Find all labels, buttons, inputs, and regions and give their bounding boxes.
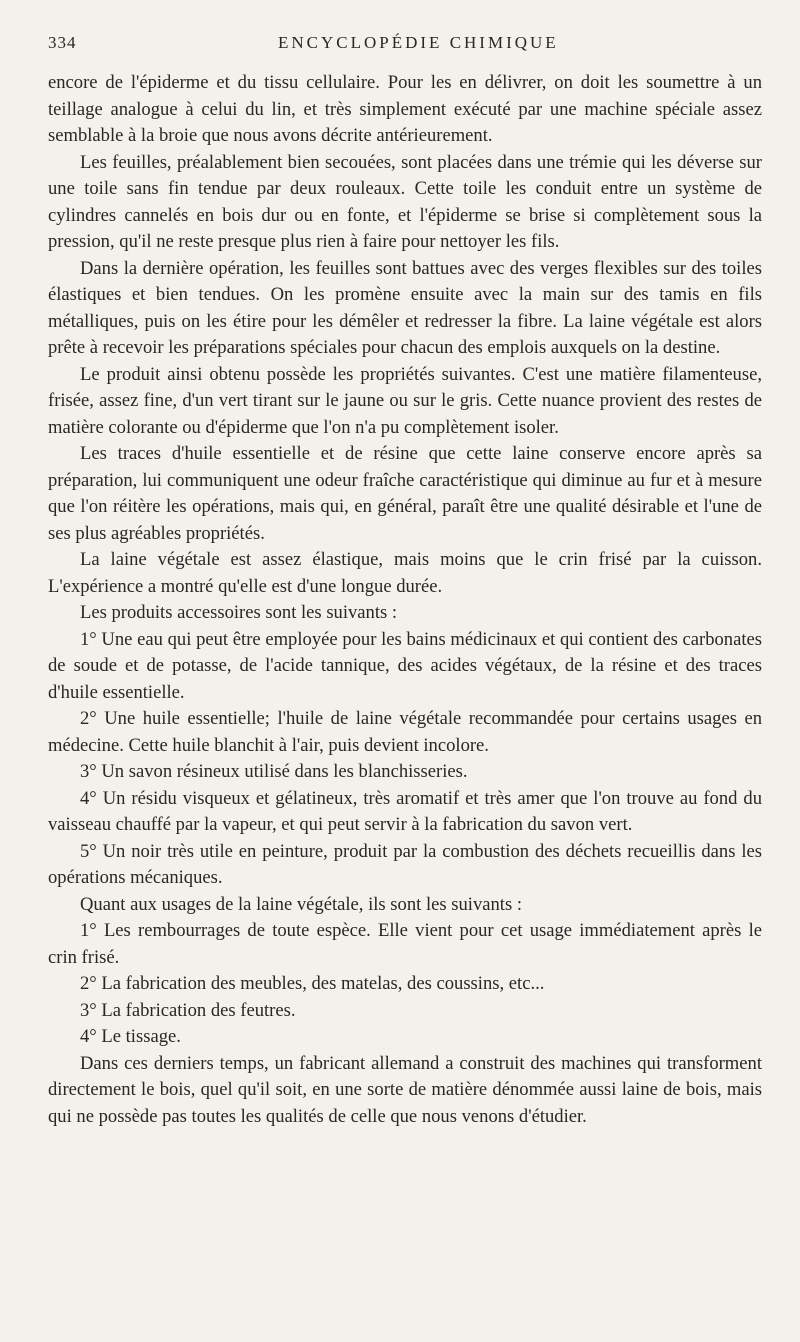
- list-item: 1° Une eau qui peut être employée pour les bains médicinaux et qui contient des carbonates de soude et de potasse, de l'acide tannique, des acides végétaux, de la résine et des traces d'huile essentielle.: [48, 628, 762, 703]
- list-item: 1° Les rembourrages de toute espèce. Elle vient pour cet usage immédiatement après le crin frisé.: [48, 920, 762, 968]
- running-title: ENCYCLOPÉDIE CHIMIQUE: [278, 33, 559, 52]
- list-item: 2° La fabrication des meubles, des matelas, des coussins, etc...: [80, 973, 545, 994]
- paragraph: Les traces d'huile essentielle et de résine que cette laine conserve encore après sa préparation, lui communiquent une odeur fraîche caractéristique qui diminue au fur et à mesure que l'on réitère les opérations, mais qui, en général, paraît être une qualité désirable et l'une de ses plus agréables propriétés.: [48, 443, 762, 544]
- paragraph: Dans la dernière opération, les feuilles sont battues avec des verges flexibles sur des toiles élastiques et bien tendues. On les promène ensuite avec la main sur des tamis en fils métalliques, puis on les étire pour les démêler et redresser la fibre. La laine végétale est alors prête à recevoir les préparations spéciales pour chacun des emplois auxquels on la destine.: [48, 257, 762, 358]
- page-number: 334: [48, 33, 77, 52]
- list-item: 4° Un résidu visqueux et gélatineux, très aromatif et très amer que l'on trouve au fond du vaisseau chauffé par la vapeur, et qui peut servir à la fabrication du savon vert.: [48, 787, 762, 835]
- paragraph: Dans ces derniers temps, un fabricant allemand a construit des machines qui transforment directement le bois, quel qu'il soit, en une sorte de matière dénommée aussi laine de bois, mais qui ne possède pas toutes les qualités de celle que nous venons d'étudier.: [48, 1052, 762, 1127]
- list-item: 3° La fabrication des feutres.: [80, 999, 296, 1021]
- paragraph: Quant aux usages de la laine végétale, ils sont les suivants :: [80, 893, 523, 915]
- paragraph: Le produit ainsi obtenu possède les propriétés suivantes. C'est une matière filamenteuse, frisée, assez fine, d'un vert tirant sur le jaune ou sur le gris. Cette nuance provient des restes de matière colorante ou d'épiderme que l'on n'a pu complètement isoler.: [48, 363, 762, 438]
- paragraph: La laine végétale est assez élastique, mais moins que le crin frisé par la cuisson. L'expérience a montré qu'elle est d'une longue durée.: [48, 549, 762, 597]
- list-item: 4° Le tissage.: [80, 1026, 181, 1047]
- body-text: [48, 70, 762, 1130]
- paragraph: encore de l'épiderme et du tissu cellulaire. Pour les en délivrer, on doit les soumettre à un teillage analogue à celui du lin, et très simplement exécuté par une machine spéciale assez semblable à la broie que nous avons décrite antérieurement.: [48, 72, 762, 146]
- paragraph: Les produits accessoires sont les suivants :: [80, 602, 398, 623]
- paragraph: Les feuilles, préalablement bien secouées, sont placées dans une trémie qui les déverse sur une toile sans fin tendue par deux rouleaux. Cette toile les conduit entre un système de cylindres cannelés en bois dur ou en fonte, et l'épiderme se brise si complètement sous la pression, qu'il ne reste presque plus rien à faire pour nettoyer les fils.: [48, 151, 762, 252]
- list-item: 2° Une huile essentielle; l'huile de laine végétale recommandée pour certains usages en médecine. Cette huile blanchit à l'air, puis devient incolore.: [48, 708, 762, 756]
- list-item: 3° Un savon résineux utilisé dans les blanchisseries.: [80, 761, 468, 782]
- list-item: 5° Un noir très utile en peinture, produit par la combustion des déchets recueillis dans les opérations mécaniques.: [48, 840, 762, 888]
- page-header: [48, 33, 762, 57]
